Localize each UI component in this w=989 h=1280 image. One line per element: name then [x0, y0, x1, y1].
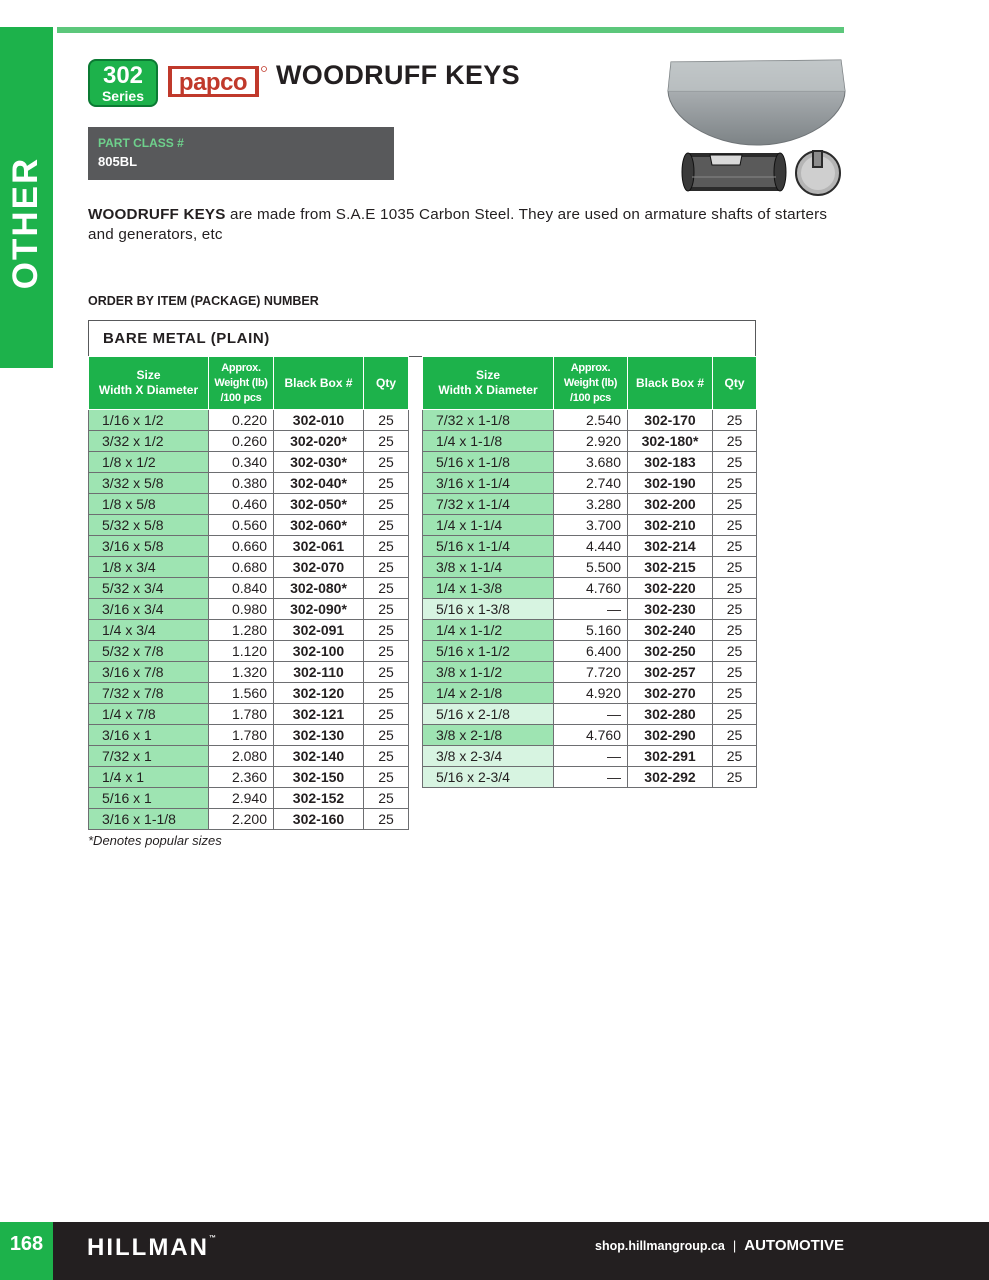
footer-separator: | [732, 1238, 737, 1253]
table-header-row [423, 357, 757, 410]
size-cell: 1/4 x 2-1/8 [423, 683, 554, 704]
box-number-cell: 302-070 [274, 557, 364, 578]
size-cell: 5/16 x 2-3/4 [423, 767, 554, 788]
weight-header-line3: /100 pcs [220, 391, 262, 404]
series-number: 302 [102, 62, 144, 89]
size-header-line1: Size [475, 368, 500, 382]
size-cell: 1/8 x 3/4 [89, 557, 209, 578]
size-cell: 3/16 x 3/4 [89, 599, 209, 620]
box-number-cell: 302-230 [628, 599, 713, 620]
page-title: WOODRUFF KEYS [276, 60, 520, 90]
qty-cell: 25 [713, 725, 757, 746]
table-row [423, 746, 757, 767]
weight-cell: 7.720 [554, 662, 628, 683]
qty-cell: 25 [364, 809, 409, 830]
table-row [89, 620, 409, 641]
qty-cell: 25 [364, 641, 409, 662]
size-cell: 3/16 x 1 [89, 725, 209, 746]
table-row [423, 536, 757, 557]
qty-cell: 25 [713, 599, 757, 620]
size-cell: 1/16 x 1/2 [89, 410, 209, 431]
weight-cell: 4.760 [554, 725, 628, 746]
size-cell: 7/32 x 1-1/4 [423, 494, 554, 515]
size-cell: 3/32 x 5/8 [89, 473, 209, 494]
table-row [89, 704, 409, 725]
hillman-logo [87, 1234, 216, 1262]
qty-cell: 25 [364, 473, 409, 494]
qty-cell: 25 [713, 641, 757, 662]
table-row [423, 494, 757, 515]
box-number-cell: 302-040* [274, 473, 364, 494]
weight-header-line1: Approx. [221, 361, 261, 374]
section-box [88, 320, 756, 357]
weight-cell: 2.360 [209, 767, 274, 788]
size-cell: 1/8 x 5/8 [89, 494, 209, 515]
size-cell: 1/4 x 1-1/8 [423, 431, 554, 452]
table-row [423, 410, 757, 431]
table-row [423, 431, 757, 452]
size-cell: 1/4 x 1-1/4 [423, 515, 554, 536]
table-row [89, 683, 409, 704]
table-row [423, 452, 757, 473]
table-row [89, 746, 409, 767]
box-number-cell: 302-210 [628, 515, 713, 536]
size-cell: 3/8 x 2-3/4 [423, 746, 554, 767]
box-number-cell: 302-080* [274, 578, 364, 599]
qty-cell: 25 [364, 494, 409, 515]
table-row [89, 473, 409, 494]
qty-cell: 25 [364, 620, 409, 641]
table-row [423, 767, 757, 788]
table-row [89, 515, 409, 536]
table-row [423, 515, 757, 536]
weight-cell: 2.920 [554, 431, 628, 452]
weight-column-header [209, 357, 274, 410]
box-column-header: Black Box # [274, 357, 364, 410]
box-number-cell: 302-200 [628, 494, 713, 515]
size-cell: 1/4 x 7/8 [89, 704, 209, 725]
qty-cell: 25 [364, 662, 409, 683]
qty-cell: 25 [364, 557, 409, 578]
table-header-row [89, 357, 409, 410]
table-row [89, 599, 409, 620]
weight-cell: 0.560 [209, 515, 274, 536]
weight-cell: 2.940 [209, 788, 274, 809]
size-column-header [423, 357, 554, 410]
weight-cell: 1.280 [209, 620, 274, 641]
table-row [89, 809, 409, 830]
table-row [423, 662, 757, 683]
size-cell: 1/4 x 1 [89, 767, 209, 788]
qty-cell: 25 [713, 536, 757, 557]
weight-cell: — [554, 767, 628, 788]
size-cell: 7/32 x 1 [89, 746, 209, 767]
qty-cell: 25 [713, 557, 757, 578]
weight-cell: 3.280 [554, 494, 628, 515]
box-number-cell: 302-292 [628, 767, 713, 788]
box-number-cell: 302-050* [274, 494, 364, 515]
qty-cell: 25 [364, 767, 409, 788]
size-cell: 3/16 x 1-1/8 [89, 809, 209, 830]
weight-cell: 0.980 [209, 599, 274, 620]
size-header-line2: Width X Diameter [98, 383, 199, 397]
qty-column-header: Qty [713, 357, 757, 410]
size-cell: 5/16 x 1-1/2 [423, 641, 554, 662]
size-cell: 1/4 x 1-3/8 [423, 578, 554, 599]
box-number-cell: 302-110 [274, 662, 364, 683]
weight-cell: — [554, 599, 628, 620]
qty-cell: 25 [713, 410, 757, 431]
qty-column-header: Qty [364, 357, 409, 410]
size-cell: 3/8 x 2-1/8 [423, 725, 554, 746]
description-lead: WOODRUFF KEYS [88, 206, 226, 223]
table-row [423, 473, 757, 494]
box-number-cell: 302-257 [628, 662, 713, 683]
table-row [89, 578, 409, 599]
table-row [423, 641, 757, 662]
table-row [89, 788, 409, 809]
part-class-label: PART CLASS # [98, 136, 184, 150]
box-number-cell: 302-190 [628, 473, 713, 494]
qty-cell: 25 [713, 704, 757, 725]
size-cell: 5/16 x 1-3/8 [423, 599, 554, 620]
weight-cell: — [554, 746, 628, 767]
table-row [423, 683, 757, 704]
box-number-cell: 302-130 [274, 725, 364, 746]
qty-cell: 25 [364, 599, 409, 620]
weight-cell: 0.340 [209, 452, 274, 473]
papco-logo-text: papco [178, 69, 248, 96]
popular-sizes-note: *Denotes popular sizes [88, 833, 222, 848]
size-cell: 5/32 x 5/8 [89, 515, 209, 536]
box-number-cell: 302-240 [628, 620, 713, 641]
size-cell: 3/16 x 1-1/4 [423, 473, 554, 494]
size-column-header [89, 357, 209, 410]
qty-cell: 25 [364, 410, 409, 431]
qty-cell: 25 [713, 746, 757, 767]
woodruff-key-photo [665, 55, 847, 147]
keys-table-left [88, 356, 409, 830]
qty-cell: 25 [364, 683, 409, 704]
size-cell: 3/8 x 1-1/4 [423, 557, 554, 578]
weight-cell: 0.660 [209, 536, 274, 557]
box-number-cell: 302-180* [628, 431, 713, 452]
box-number-cell: 302-250 [628, 641, 713, 662]
table-row [89, 557, 409, 578]
size-cell: 5/16 x 1-1/8 [423, 452, 554, 473]
table-row [423, 599, 757, 620]
size-cell: 5/32 x 3/4 [89, 578, 209, 599]
table-row [89, 662, 409, 683]
shop-url-link[interactable]: shop.hillmangroup.ca [595, 1239, 725, 1253]
table-row [423, 578, 757, 599]
size-cell: 3/32 x 1/2 [89, 431, 209, 452]
box-number-cell: 302-280 [628, 704, 713, 725]
page-number: 168 [0, 1222, 53, 1280]
size-header-line2: Width X Diameter [438, 383, 538, 397]
left-table-body [89, 410, 409, 830]
box-number-cell: 302-091 [274, 620, 364, 641]
qty-cell: 25 [713, 494, 757, 515]
size-cell: 7/32 x 1-1/8 [423, 410, 554, 431]
box-number-cell: 302-290 [628, 725, 713, 746]
table-row [423, 704, 757, 725]
weight-cell: 1.780 [209, 704, 274, 725]
table-row [89, 725, 409, 746]
box-number-cell: 302-030* [274, 452, 364, 473]
hillman-trademark: ™ [208, 1235, 216, 1242]
table-row [423, 557, 757, 578]
box-number-cell: 302-183 [628, 452, 713, 473]
qty-cell: 25 [364, 536, 409, 557]
size-cell: 5/16 x 2-1/8 [423, 704, 554, 725]
box-number-cell: 302-020* [274, 431, 364, 452]
box-number-cell: 302-160 [274, 809, 364, 830]
size-header-line1: Size [136, 368, 161, 382]
weight-cell: 2.540 [554, 410, 628, 431]
qty-cell: 25 [364, 431, 409, 452]
weight-cell: 2.740 [554, 473, 628, 494]
qty-cell: 25 [713, 515, 757, 536]
weight-cell: 6.400 [554, 641, 628, 662]
box-number-cell: 302-150 [274, 767, 364, 788]
weight-cell: 5.160 [554, 620, 628, 641]
side-tab [0, 27, 53, 368]
table-row [89, 452, 409, 473]
box-number-cell: 302-140 [274, 746, 364, 767]
series-label: Series [101, 88, 145, 104]
size-cell: 1/4 x 1-1/2 [423, 620, 554, 641]
weight-cell: 0.380 [209, 473, 274, 494]
weight-cell: 0.680 [209, 557, 274, 578]
right-table-body [423, 410, 757, 788]
weight-cell: 4.760 [554, 578, 628, 599]
weight-cell: 0.220 [209, 410, 274, 431]
weight-cell: 0.840 [209, 578, 274, 599]
table-row [423, 620, 757, 641]
weight-cell: 1.780 [209, 725, 274, 746]
qty-cell: 25 [364, 515, 409, 536]
part-class-value: 805BL [98, 154, 138, 169]
qty-cell: 25 [364, 704, 409, 725]
size-cell: 5/32 x 7/8 [89, 641, 209, 662]
box-number-cell: 302-220 [628, 578, 713, 599]
qty-cell: 25 [713, 683, 757, 704]
weight-cell: 2.080 [209, 746, 274, 767]
box-number-cell: 302-215 [628, 557, 713, 578]
box-number-cell: 302-061 [274, 536, 364, 557]
hillman-logo-text: HILLMAN [87, 1234, 209, 1261]
size-cell: 1/4 x 3/4 [89, 620, 209, 641]
weight-cell: — [554, 704, 628, 725]
weight-cell: 1.560 [209, 683, 274, 704]
table-row [89, 536, 409, 557]
keys-table-right [422, 356, 757, 788]
box-number-cell: 302-121 [274, 704, 364, 725]
weight-cell: 1.120 [209, 641, 274, 662]
order-heading: ORDER BY ITEM (PACKAGE) NUMBER [88, 294, 319, 308]
table-row [89, 410, 409, 431]
box-column-header: Black Box # [628, 357, 713, 410]
weight-header-line3: /100 pcs [569, 391, 612, 404]
weight-cell: 1.320 [209, 662, 274, 683]
weight-cell: 3.700 [554, 515, 628, 536]
qty-cell: 25 [713, 767, 757, 788]
side-tab-label: OTHER [6, 156, 45, 290]
box-number-cell: 302-291 [628, 746, 713, 767]
table-row [423, 725, 757, 746]
qty-cell: 25 [364, 452, 409, 473]
size-cell: 3/16 x 5/8 [89, 536, 209, 557]
size-cell: 5/16 x 1-1/4 [423, 536, 554, 557]
size-cell: 3/8 x 1-1/2 [423, 662, 554, 683]
table-row [89, 431, 409, 452]
box-number-cell: 302-214 [628, 536, 713, 557]
description-text: are made from S.A.E 1035 Carbon Steel. They are used on armature shafts of starters and generators, etc [88, 206, 828, 243]
qty-cell: 25 [364, 746, 409, 767]
installation-diagram [680, 147, 844, 199]
size-cell: 7/32 x 7/8 [89, 683, 209, 704]
qty-cell: 25 [713, 452, 757, 473]
top-rule [57, 27, 844, 33]
qty-cell: 25 [713, 620, 757, 641]
qty-cell: 25 [364, 788, 409, 809]
size-cell: 1/8 x 1/2 [89, 452, 209, 473]
qty-cell: 25 [713, 473, 757, 494]
weight-column-header [554, 357, 628, 410]
qty-cell: 25 [713, 431, 757, 452]
weight-header-line2: Weight (lb) [214, 376, 268, 389]
part-class-box [88, 127, 394, 180]
footer-links [595, 1237, 844, 1254]
box-number-cell: 302-100 [274, 641, 364, 662]
table-row [89, 767, 409, 788]
papco-logo [168, 63, 268, 99]
size-cell: 3/16 x 7/8 [89, 662, 209, 683]
box-number-cell: 302-060* [274, 515, 364, 536]
weight-header-line1: Approx. [570, 361, 611, 374]
table-row [89, 641, 409, 662]
box-number-cell: 302-170 [628, 410, 713, 431]
box-number-cell: 302-120 [274, 683, 364, 704]
weight-cell: 4.920 [554, 683, 628, 704]
box-number-cell: 302-010 [274, 410, 364, 431]
size-cell: 5/16 x 1 [89, 788, 209, 809]
weight-cell: 0.460 [209, 494, 274, 515]
series-badge [88, 59, 158, 107]
box-number-cell: 302-152 [274, 788, 364, 809]
box-number-cell: 302-270 [628, 683, 713, 704]
table-row [89, 494, 409, 515]
section-title: BARE METAL (PLAIN) [103, 330, 270, 347]
qty-cell: 25 [364, 578, 409, 599]
description [88, 205, 844, 245]
box-number-cell: 302-090* [274, 599, 364, 620]
weight-cell: 5.500 [554, 557, 628, 578]
qty-cell: 25 [713, 662, 757, 683]
weight-cell: 4.440 [554, 536, 628, 557]
qty-cell: 25 [713, 578, 757, 599]
weight-cell: 0.260 [209, 431, 274, 452]
qty-cell: 25 [364, 725, 409, 746]
footer-category: AUTOMOTIVE [744, 1237, 844, 1254]
weight-cell: 2.200 [209, 809, 274, 830]
weight-header-line2: Weight (lb) [563, 376, 618, 389]
weight-cell: 3.680 [554, 452, 628, 473]
